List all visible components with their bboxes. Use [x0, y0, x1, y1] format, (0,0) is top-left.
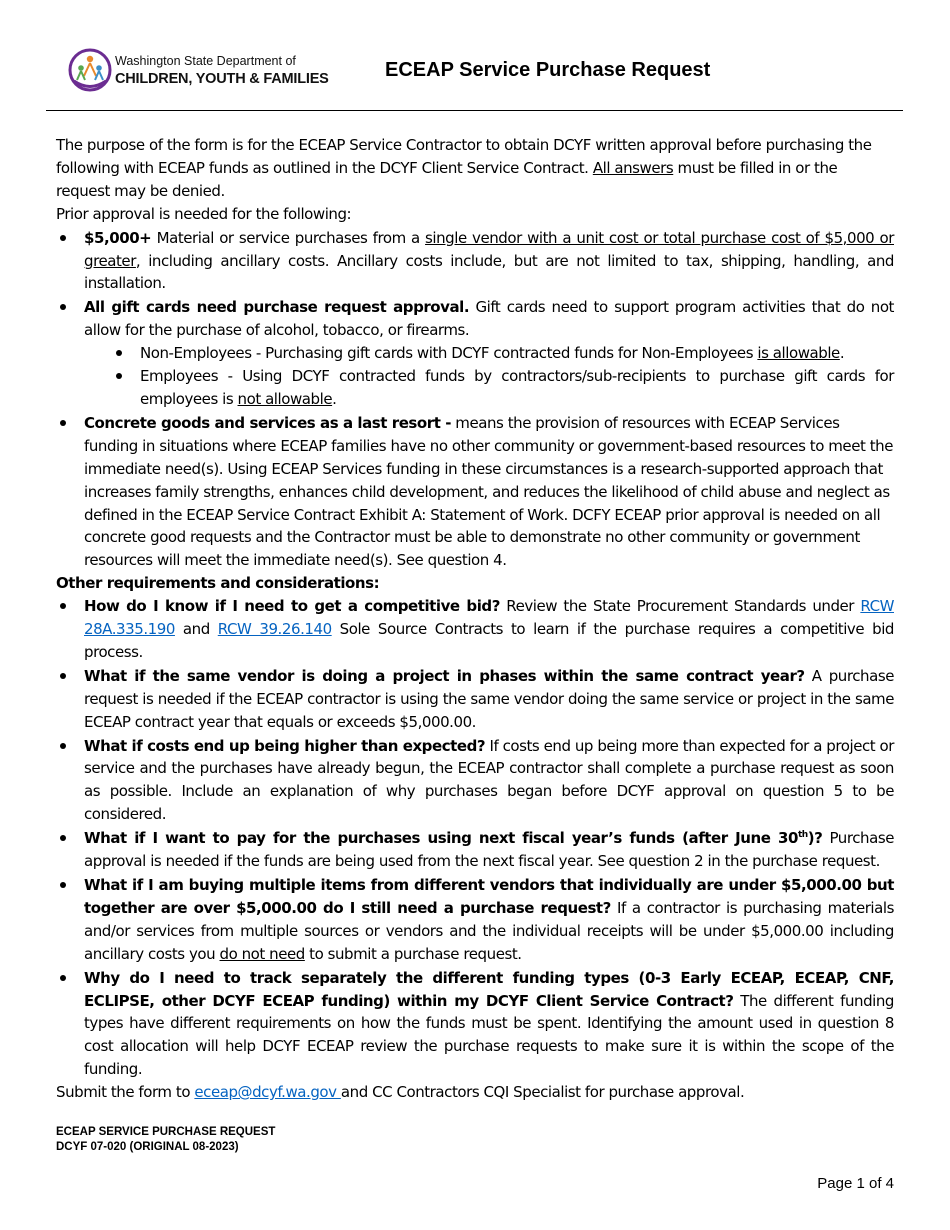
page-title: ECEAP Service Purchase Request [385, 59, 711, 81]
list-item: Concrete goods and services as a last resort - means the provision of resources with ECEAP Services funding in situations where ECEAP families have no other community or government-based resources to meet the immediate need(s). Using ECEAP Services funding in these circumstances is a research-supported approach that increases family strengths, enhances child development, and reduces the likelihood of child abuse and neglect as defined in the ECEAP Service Contract Exhibit A: Statement of Work. DCFY ECEAP prior approval is needed on all concrete good requests and the Contractor must be able to demonstrate no other community or government resources will meet the immediate need(s). See question 4. [84, 412, 894, 572]
submit-email-link[interactable]: eceap@dcyf.wa.gov [194, 1083, 341, 1102]
form-instructions [56, 134, 894, 1104]
list-item: What if costs end up being higher than expected? If costs end up being more than expected for a project or service and the purchases have already begun, the ECEAP contractor shall complete a purchase request as soon as possible. Include an explanation of why purchases began before DCYF approval on question 5 to be considered. [84, 735, 894, 827]
form-id: DCYF 07-020 (ORIGINAL 08-2023) [56, 1141, 239, 1153]
faq-list [56, 595, 894, 1081]
page-number: Page 1 of 4 [817, 1175, 894, 1192]
list-item: Why do I need to track separately the different funding types (0-3 Early ECEAP, ECEAP, CNF, ECLIPSE, other DCYF ECEAP funding) within my DCYF Client Service Contract? The different funding types have different requirements on how the funds must be spent. Identifying the amount used in question 8 cost allocation will help DCYF ECEAP review the purchase requests to make sure it is within the scope of the funding. [84, 967, 894, 1082]
gift-card-sublist [84, 342, 894, 411]
list-item: What if I want to pay for the purchases using next fiscal year’s funds (after June 30th)? Purchase approval is needed if the funds are being used from the next fiscal year. See question 2 in the purchase request. [84, 827, 894, 873]
form-footer [56, 1125, 275, 1155]
list-item: Non-Employees - Purchasing gift cards with DCYF contracted funds for Non-Employees is allowable. [140, 342, 894, 365]
list-item: What if I am buying multiple items from different vendors that individually are under $5,000.00 but together are over $5,000.00 do I still need a purchase request? If a contractor is purchasing materials and/or services from multiple sources or vendors and the individual receipts will be under $5,000.00 including ancillary costs you do not need to submit a purchase request. [84, 874, 894, 966]
rcw-28a-link[interactable]: RCW 28A.335.190 [84, 597, 894, 639]
page-header [0, 0, 950, 112]
prior-approval-text: Prior approval is needed for the following: [56, 204, 352, 223]
header-divider [46, 110, 903, 111]
rcw-39-link[interactable]: RCW 39.26.140 [217, 620, 332, 639]
list-item: How do I know if I need to get a competitive bid? Review the State Procurement Standards under RCW 28A.335.190 and RCW 39.26.140 Sole Source Contracts to learn if the purchase requires a competitive bid process. [84, 595, 894, 664]
form-name: ECEAP SERVICE PURCHASE REQUEST [56, 1126, 276, 1138]
logo-line1: Washington State Department of [115, 54, 296, 68]
submit-instructions: Submit the form to eceap@dcyf.wa.gov and CC Contractors CQI Specialist for purchase approval. [56, 1083, 745, 1102]
other-requirements-heading: Other requirements and considerations: [56, 574, 380, 593]
list-item: All gift cards need purchase request approval. Gift cards need to support program activities that do not allow for the purchase of alcohol, tobacco, or firearms. Non-Employees - Purchasing gift cards with DCYF contracted funds for Non-Employees is allowable. Employees - Using DCYF contracted funds by contractors/sub-recipients to purchase gift cards for employees is not allowable. [84, 296, 894, 411]
approval-list [56, 227, 894, 573]
dcyf-logo [68, 48, 328, 94]
list-item: Employees - Using DCYF contracted funds by contractors/sub-recipients to purchase gift cards for employees is not allowable. [140, 365, 894, 411]
list-item: What if the same vendor is doing a project in phases within the same contract year? A purchase request is needed if the ECEAP contractor is using the same vendor doing the same service or project in the same ECEAP contract year that equals or exceeds $5,000.00. [84, 665, 894, 734]
intro-paragraph: The purpose of the form is for the ECEAP Service Contractor to obtain DCYF written approval before purchasing the following with ECEAP funds as outlined in the DCYF Client Service Contract. All answers must be filled in or the request may be denied. [56, 136, 872, 200]
logo-line2: CHILDREN, YOUTH & FAMILIES [115, 71, 329, 87]
dcyf-logo-icon [68, 48, 112, 92]
list-item: $5,000+ Material or service purchases from a single vendor with a unit cost or total purchase cost of $5,000 or greater, including ancillary costs. Ancillary costs include, but are not limited to tax, shipping, handling, and installation. [84, 227, 894, 296]
